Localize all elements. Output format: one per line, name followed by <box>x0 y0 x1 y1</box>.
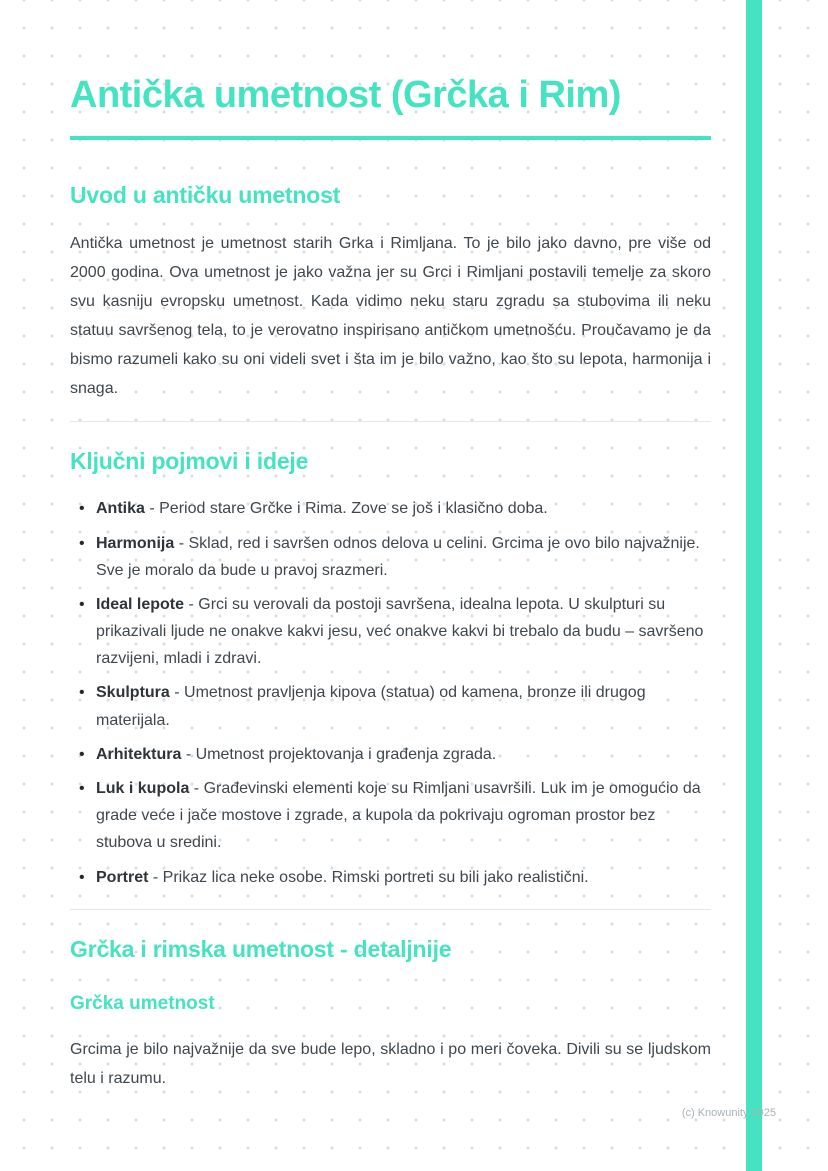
list-item <box>96 864 711 891</box>
list-item <box>96 775 711 857</box>
term-description: - Prikaz lica neke osobe. Rimski portreti su bili jako realistični. <box>152 868 589 886</box>
list-item <box>96 530 711 584</box>
section-heading-concepts: Ključni pojmovi i ideje <box>70 448 309 475</box>
footer-credit: (c) Knowunity 2025 <box>681 1107 776 1119</box>
document-content <box>70 70 711 1093</box>
section-heading-details: Grčka i rimska umetnost - detaljnije <box>70 935 452 962</box>
term-label: Skulptura <box>96 684 170 702</box>
term-description: - Umetnost pravljenja kipova (statua) od kamena, bronze ili drugog materijala. <box>96 684 646 729</box>
term-label: Antika <box>96 500 145 518</box>
section-divider <box>70 421 711 422</box>
term-label: Harmonija <box>96 534 175 552</box>
list-item <box>96 679 711 733</box>
list-item <box>96 741 711 768</box>
title-divider <box>70 136 711 140</box>
term-label: Ideal lepote <box>96 595 185 613</box>
details-paragraph: Grcima je bilo najvažnije da sve bude lepo, skladno i po meri čoveka. Divili su se ljudskom telu i razumu. <box>70 1040 711 1087</box>
term-description: - Građevinski elementi koje su Rimljani usavršili. Luk im je omogućio da grade veće i jače mostove i zgrade, a kupola da pokrivaju ogroman prostor bez stubova u sredini. <box>96 780 701 852</box>
term-description: - Sklad, red i savršen odnos delova u celini. Grcima je ovo bilo najvažnije. Sve je moralo da bude u pravoj srazmeri. <box>96 534 700 579</box>
term-label: Portret <box>96 868 149 886</box>
term-label: Luk i kupola <box>96 780 190 798</box>
concepts-list <box>70 495 711 890</box>
term-description: - Umetnost projektovanja i građenja zgrada. <box>185 745 497 763</box>
list-item <box>96 591 711 673</box>
section-divider <box>70 909 711 910</box>
page-edge-strip <box>746 0 762 1171</box>
page-title: Antička umetnost (Grčka i Rim) <box>70 74 621 116</box>
term-description: - Grci su verovali da postoji savršena, idealna lepota. U skulpturi su prikazivali ljude ne onakve kakvi jesu, već onakve kakvi bi trebalo da budu – savršeno razvijeni, mladi i zdravi. <box>96 595 704 668</box>
list-item <box>96 495 711 522</box>
section-heading-intro: Uvod u antičku umetnost <box>70 181 341 208</box>
term-label: Arhitektura <box>96 745 182 763</box>
intro-paragraph: Antička umetnost je umetnost starih Grka i Rimljana. To je bilo jako davno, pre više od 2000 godina. Ova umetnost je jako važna jer su Grci i Rimljani postavili temelje za skoro svu kasniju evropsku umetnost. Kada vidimo neku staru zgradu sa stubovima ili neku statuu savršenog tela, to je verovatno inspirisano antičkom umetnošću. Proučavamo je da bismo razumeli kako su oni videli svet i šta im je bilo važno, kao što su lepota, harmonija i snaga. <box>70 234 711 398</box>
sub-heading-greek-art: Grčka umetnost <box>70 992 215 1014</box>
term-description: - Period stare Grčke i Rima. Zove se još i klasično doba. <box>149 500 548 518</box>
